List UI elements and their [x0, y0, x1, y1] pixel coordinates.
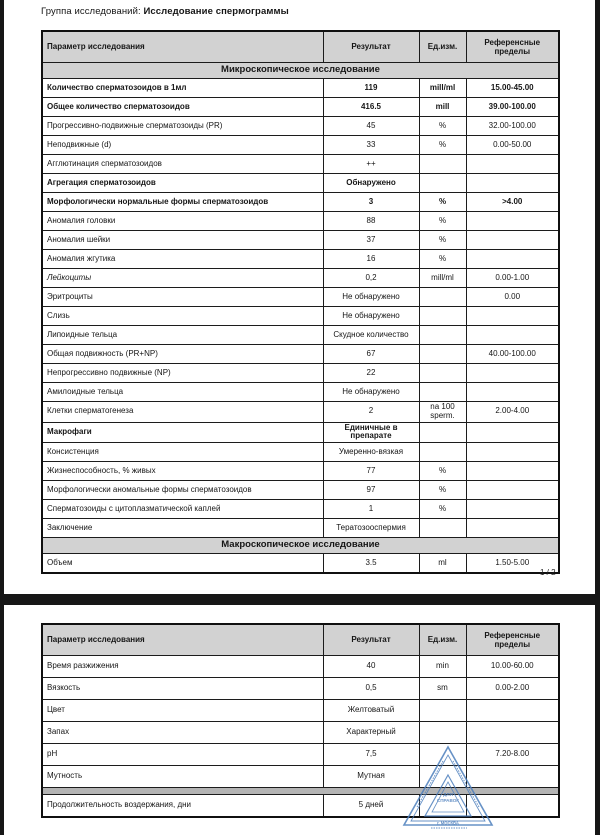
cell-parameter: Прогрессивно-подвижные сперматозоиды (PR) — [42, 117, 323, 136]
cell-reference-range — [466, 422, 559, 443]
table-row — [42, 554, 559, 574]
results-table-page1 — [41, 30, 560, 574]
viewer-right-margin-bar — [595, 0, 600, 835]
cell-result: 416.5 — [323, 98, 419, 117]
cell-result: 2 — [323, 402, 419, 423]
header-unit: Ед.изм. — [419, 624, 466, 656]
cell-parameter: Общая подвижность (PR+NP) — [42, 345, 323, 364]
cell-parameter: Аномалия шейки — [42, 231, 323, 250]
table-row — [42, 722, 559, 744]
table-row — [42, 678, 559, 700]
cell-parameter: Эритроциты — [42, 288, 323, 307]
clinic-triangle-stamp — [401, 744, 495, 830]
cell-result: 33 — [323, 136, 419, 155]
cell-result: 119 — [323, 79, 419, 98]
cell-unit: % — [419, 462, 466, 481]
cell-result: Обнаружено — [323, 174, 419, 193]
cell-result: 37 — [323, 231, 419, 250]
table-row — [42, 288, 559, 307]
table-row — [42, 136, 559, 155]
cell-reference-range: 7.20-8.00 — [466, 744, 559, 766]
report-group-title — [41, 6, 289, 17]
table-row — [42, 500, 559, 519]
cell-reference-range: 39.00-100.00 — [466, 98, 559, 117]
cell-result: 67 — [323, 345, 419, 364]
section-header-row — [42, 63, 559, 79]
cell-unit: mill — [419, 98, 466, 117]
cell-parameter: Липоидные тельца — [42, 326, 323, 345]
table-row — [42, 269, 559, 288]
cell-result: 0,5 — [323, 678, 419, 700]
cell-reference-range: 2.00-4.00 — [466, 402, 559, 423]
cell-parameter: Запах — [42, 722, 323, 744]
cell-result: 5 дней — [323, 795, 419, 818]
page-indicator: 1 / 2 — [540, 568, 556, 577]
cell-reference-range: >4.00 — [466, 193, 559, 212]
cell-result: 88 — [323, 212, 419, 231]
cell-parameter: Макрофаги — [42, 422, 323, 443]
cell-unit: mill/ml — [419, 269, 466, 288]
cell-parameter: Мутность — [42, 766, 323, 788]
cell-unit: % — [419, 117, 466, 136]
cell-result: Не обнаружено — [323, 288, 419, 307]
page-break-bar — [0, 594, 600, 605]
header-ref: Референсные пределы — [466, 624, 559, 656]
cell-reference-range — [466, 700, 559, 722]
header-result: Результат — [323, 31, 419, 63]
table-row — [42, 79, 559, 98]
cell-result: Характерный — [323, 722, 419, 744]
table-row — [42, 700, 559, 722]
cell-parameter: Неподвижные (d) — [42, 136, 323, 155]
cell-reference-range — [466, 519, 559, 538]
table-row — [42, 98, 559, 117]
report-study-name: Исследование спермограммы — [143, 6, 289, 17]
cell-unit — [419, 422, 466, 443]
cell-reference-range — [466, 383, 559, 402]
cell-result: 77 — [323, 462, 419, 481]
stamp-center-text-line2: СПРАВОК — [436, 798, 460, 803]
section-title: Микроскопическое исследование — [42, 63, 559, 79]
cell-unit — [419, 307, 466, 326]
cell-unit — [419, 174, 466, 193]
cell-result: Желтоватый — [323, 700, 419, 722]
cell-reference-range: 0.00-50.00 — [466, 136, 559, 155]
cell-unit — [419, 722, 466, 744]
cell-result: 40 — [323, 656, 419, 678]
table-row — [42, 656, 559, 678]
header-param: Параметр исследования — [42, 31, 323, 63]
cell-unit: % — [419, 481, 466, 500]
table-row — [42, 364, 559, 383]
cell-reference-range: 32.00-100.00 — [466, 117, 559, 136]
cell-result: 0,2 — [323, 269, 419, 288]
table-row — [42, 443, 559, 462]
cell-result: Не обнаружено — [323, 307, 419, 326]
table-row — [42, 481, 559, 500]
cell-unit — [419, 345, 466, 364]
cell-parameter: Аномалия головки — [42, 212, 323, 231]
table-row — [42, 383, 559, 402]
cell-reference-range — [466, 500, 559, 519]
cell-unit — [419, 326, 466, 345]
cell-unit: % — [419, 212, 466, 231]
cell-reference-range — [466, 326, 559, 345]
cell-parameter: Консистенция — [42, 443, 323, 462]
cell-result: Скудное количество — [323, 326, 419, 345]
cell-parameter: Общее количество сперматозоидов — [42, 98, 323, 117]
cell-unit: % — [419, 231, 466, 250]
cell-reference-range — [466, 174, 559, 193]
table-row — [42, 462, 559, 481]
cell-reference-range — [466, 722, 559, 744]
viewer-left-margin-bar — [0, 0, 4, 835]
cell-reference-range: 40.00-100.00 — [466, 345, 559, 364]
cell-unit: ml — [419, 554, 466, 574]
cell-unit: min — [419, 656, 466, 678]
stamp-center-text-line1: ДЛЯ — [443, 792, 453, 797]
cell-unit: % — [419, 250, 466, 269]
section-header-row — [42, 538, 559, 554]
cell-reference-range — [466, 155, 559, 174]
cell-result: Не обнаружено — [323, 383, 419, 402]
header-result: Результат — [323, 624, 419, 656]
cell-parameter: Продолжительность воздержания, дни — [42, 795, 323, 818]
cell-reference-range — [466, 481, 559, 500]
header-param: Параметр исследования — [42, 624, 323, 656]
stamp-city-text: г. МОСКВА — [437, 820, 459, 826]
cell-reference-range: 15.00-45.00 — [466, 79, 559, 98]
cell-result: 3.5 — [323, 554, 419, 574]
cell-reference-range: 0.00-2.00 — [466, 678, 559, 700]
cell-reference-range: 0.00 — [466, 288, 559, 307]
cell-parameter: Агрегация сперматозоидов — [42, 174, 323, 193]
header-unit: Ед.изм. — [419, 31, 466, 63]
cell-unit: na 100 sperm. — [419, 402, 466, 423]
cell-unit: % — [419, 193, 466, 212]
table-header-row — [42, 31, 559, 63]
cell-unit: sm — [419, 678, 466, 700]
cell-parameter: Лейкоциты — [42, 269, 323, 288]
cell-parameter: Непрогрессивно подвижные (NP) — [42, 364, 323, 383]
cell-parameter: Аномалия жгутика — [42, 250, 323, 269]
cell-parameter: Количество сперматозоидов в 1мл — [42, 79, 323, 98]
table-row — [42, 155, 559, 174]
cell-unit: mill/ml — [419, 79, 466, 98]
report-group-label: Группа исследований: — [41, 6, 141, 17]
cell-result: 22 — [323, 364, 419, 383]
cell-reference-range — [466, 231, 559, 250]
cell-result: 16 — [323, 250, 419, 269]
cell-unit — [419, 700, 466, 722]
cell-result: 7,5 — [323, 744, 419, 766]
cell-result: Мутная — [323, 766, 419, 788]
cell-parameter: Сперматозоиды с цитоплазматической каплей — [42, 500, 323, 519]
cell-result: Тератозооспермия — [323, 519, 419, 538]
cell-unit — [419, 288, 466, 307]
cell-parameter: Морфологически аномальные формы сперматозоидов — [42, 481, 323, 500]
table-row — [42, 402, 559, 423]
cell-result: Умеренно-вязкая — [323, 443, 419, 462]
cell-parameter: Время разжижения — [42, 656, 323, 678]
table-row — [42, 345, 559, 364]
cell-reference-range — [466, 462, 559, 481]
table-row — [42, 307, 559, 326]
cell-reference-range — [466, 212, 559, 231]
cell-result: 97 — [323, 481, 419, 500]
cell-parameter: Жизнеспособность, % живых — [42, 462, 323, 481]
table-row — [42, 422, 559, 443]
cell-result: Единичные в препарате — [323, 422, 419, 443]
cell-parameter: Вязкость — [42, 678, 323, 700]
cell-reference-range: 0.00-1.00 — [466, 269, 559, 288]
cell-reference-range: 1.50-5.00 — [466, 554, 559, 574]
table-row — [42, 231, 559, 250]
header-ref: Референсные пределы — [466, 31, 559, 63]
table-row — [42, 519, 559, 538]
cell-parameter: Клетки сперматогенеза — [42, 402, 323, 423]
cell-parameter: Амилоидные тельца — [42, 383, 323, 402]
cell-reference-range — [466, 364, 559, 383]
cell-result: 45 — [323, 117, 419, 136]
cell-unit — [419, 443, 466, 462]
cell-parameter: Слизь — [42, 307, 323, 326]
cell-reference-range — [466, 250, 559, 269]
cell-unit: % — [419, 500, 466, 519]
cell-result: ++ — [323, 155, 419, 174]
cell-unit: % — [419, 136, 466, 155]
cell-result: 1 — [323, 500, 419, 519]
table-row — [42, 174, 559, 193]
cell-parameter: Объем — [42, 554, 323, 574]
cell-parameter: Заключение — [42, 519, 323, 538]
cell-parameter: Морфологически нормальные формы сперматозоидов — [42, 193, 323, 212]
table-row — [42, 250, 559, 269]
table-row — [42, 193, 559, 212]
table-row — [42, 326, 559, 345]
section-title: Макроскопическое исследование — [42, 538, 559, 554]
table-row — [42, 117, 559, 136]
cell-parameter: pH — [42, 744, 323, 766]
cell-unit — [419, 364, 466, 383]
cell-reference-range — [466, 307, 559, 326]
cell-unit — [419, 155, 466, 174]
cell-reference-range: 10.00-60.00 — [466, 656, 559, 678]
cell-result: 3 — [323, 193, 419, 212]
table-header-row — [42, 624, 559, 656]
cell-unit — [419, 383, 466, 402]
table-row — [42, 212, 559, 231]
cell-reference-range — [466, 443, 559, 462]
cell-unit — [419, 519, 466, 538]
cell-parameter: Цвет — [42, 700, 323, 722]
cell-parameter: Агглютинация сперматозоидов — [42, 155, 323, 174]
